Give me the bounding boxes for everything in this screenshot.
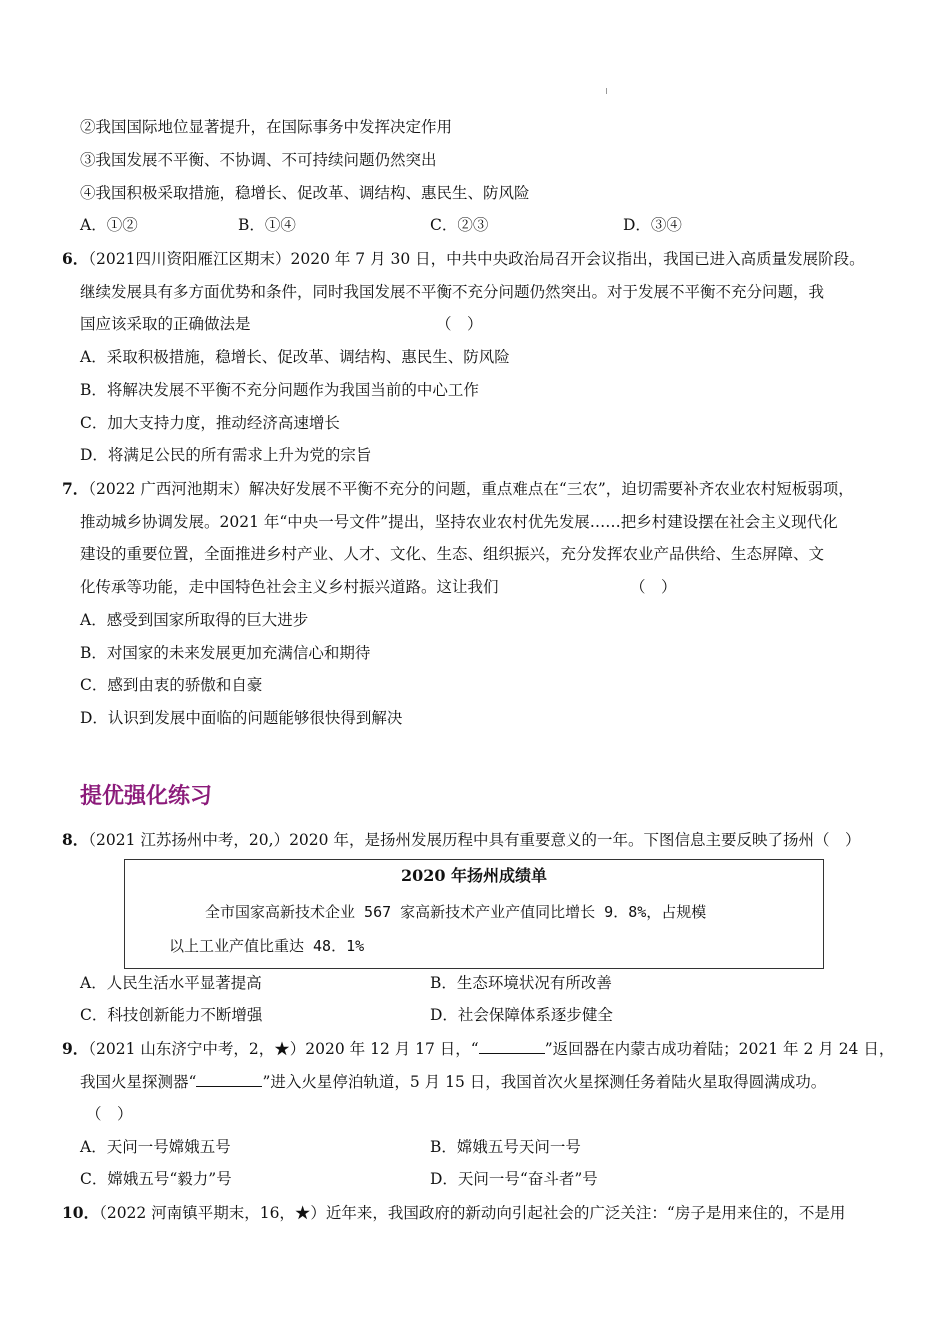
answer-bracket[interactable]: （ ）: [436, 315, 483, 333]
q8-options-row-1: [80, 972, 880, 994]
page-tick-mark: [606, 88, 607, 94]
answer-bracket[interactable]: （ ）: [630, 578, 677, 596]
q8-options-row-2: [80, 1004, 880, 1026]
question-text: 化传承等功能，走中国特色社会主义乡村振兴道路。这让我们: [80, 578, 499, 596]
statement-4: ④我国积极采取措施，稳增长、促改革、调结构、惠民生、防风险: [80, 184, 530, 202]
question-6-line-3: [80, 313, 483, 335]
question-text: （2022 广西河池期末）解决好发展不平衡不充分的问题，重点难点在“三农”，迫切需要补齐农业农村短板弱项，: [88, 480, 854, 498]
question-text: 我国火星探测器“: [80, 1073, 197, 1091]
question-text: （2021 江苏扬州中考，20,）2020 年，是扬州发展历程中具有重要意义的一年。下图信息主要反映了扬州（ ）: [88, 831, 861, 849]
score-card-title: 2020 年扬州成绩单: [400, 866, 548, 885]
question-10-line-1: [62, 1202, 845, 1224]
question-number: 7．: [62, 479, 89, 498]
option-b[interactable]: B．对国家的未来发展更加充满信心和期待: [80, 644, 371, 662]
fill-blank-2[interactable]: [196, 1071, 262, 1087]
option-b[interactable]: B．生态环境状况有所改善: [430, 974, 612, 992]
question-7-line-4: [80, 576, 677, 598]
section-title: 提优强化练习: [80, 784, 213, 809]
option-a[interactable]: A．采取积极措施，稳增长、促改革、调结构、惠民生、防风险: [80, 348, 510, 366]
question-7-line-2: 推动城乡协调发展。2021 年“中央一号文件”提出，坚持农业农村优先发展……把乡村建设摆在社会主义现代化: [80, 513, 838, 531]
option-b[interactable]: B．①④: [238, 216, 296, 234]
question-text: （2021 山东济宁中考，2，★）2020 年 12 月 17 日，“: [88, 1040, 479, 1058]
option-c[interactable]: C．②③: [430, 216, 489, 234]
question-6-line-2: 继续发展具有多方面优势和条件，同时我国发展不平衡不充分问题仍然突出。对于发展不平衡不充分问题，我: [80, 283, 825, 301]
option-c[interactable]: C．加大支持力度，推动经济高速增长: [80, 414, 340, 432]
question-6-line-1: [62, 248, 865, 270]
answer-bracket[interactable]: （ ）: [86, 1105, 133, 1123]
option-b[interactable]: B．将解决发展不平衡不充分问题作为我国当前的中心工作: [80, 381, 479, 399]
question-text: 国应该采取的正确做法是: [80, 315, 251, 333]
q9-options-row-2: [80, 1168, 880, 1190]
option-a[interactable]: A．感受到国家所取得的巨大进步: [80, 611, 309, 629]
question-text: （2021四川资阳雁江区期末）2020 年 7 月 30 日，中共中央政治局召开会议指出，我国已进入高质量发展阶段。: [88, 250, 865, 268]
question-9-line-1: [62, 1038, 894, 1060]
question-text: （2022 河南镇平期末，16，★）近年来，我国政府的新动向引起社会的广泛关注：“房子是用来住的，不是用: [99, 1204, 846, 1222]
score-card-box: [124, 859, 824, 969]
option-a[interactable]: A．①②: [80, 216, 138, 234]
statement-3: ③我国发展不平衡、不协调、不可持续问题仍然突出: [80, 151, 437, 169]
option-c[interactable]: C．嫦娥五号“毅力”号: [80, 1170, 232, 1188]
option-d[interactable]: D．天问一号“奋斗者”号: [430, 1170, 598, 1188]
option-d[interactable]: D．将满足公民的所有需求上升为党的宗旨: [80, 446, 372, 464]
question-7-line-1: [62, 478, 854, 500]
option-d[interactable]: D．认识到发展中面临的问题能够很快得到解决: [80, 709, 403, 727]
option-c[interactable]: C．科技创新能力不断增强: [80, 1006, 263, 1024]
fill-blank-1[interactable]: [479, 1038, 545, 1054]
option-d[interactable]: D．③④: [623, 216, 682, 234]
question-8-line-1: [62, 829, 860, 851]
question-number: 9．: [62, 1039, 89, 1058]
statement-2: ②我国国际地位显著提升，在国际事务中发挥决定作用: [80, 118, 453, 136]
question-text: ”进入火星停泊轨道，5 月 15 日，我国首次火星探测任务着陆火星取得圆满成功。: [262, 1073, 827, 1091]
question-text: ”返回器在内蒙古成功着陆；2021 年 2 月 24 日，: [544, 1040, 895, 1058]
option-c[interactable]: C．感到由衷的骄傲和自豪: [80, 676, 263, 694]
option-a[interactable]: A．天问一号嫦娥五号: [80, 1138, 231, 1156]
option-b[interactable]: B．嫦娥五号天问一号: [430, 1138, 581, 1156]
question-number: 10．: [62, 1203, 100, 1222]
question-7-line-3: 建设的重要位置，全面推进乡村产业、人才、文化、生态、组织振兴，充分发挥农业产品供给、生态屏障、文: [80, 545, 825, 563]
question-number: 6．: [62, 249, 89, 268]
option-d[interactable]: D．社会保障体系逐步健全: [430, 1006, 613, 1024]
prev-options: [80, 214, 880, 236]
option-a[interactable]: A．人民生活水平显著提高: [80, 974, 262, 992]
question-number: 8．: [62, 830, 89, 849]
score-card-line-2: 以上工业产值比重达 48．1%: [169, 937, 365, 955]
score-card-line-1: 全市国家高新技术企业 567 家高新技术产业产值同比增长 9．8%，占规模: [205, 903, 707, 921]
q9-options-row-1: [80, 1136, 880, 1158]
question-9-line-2: [80, 1071, 826, 1093]
